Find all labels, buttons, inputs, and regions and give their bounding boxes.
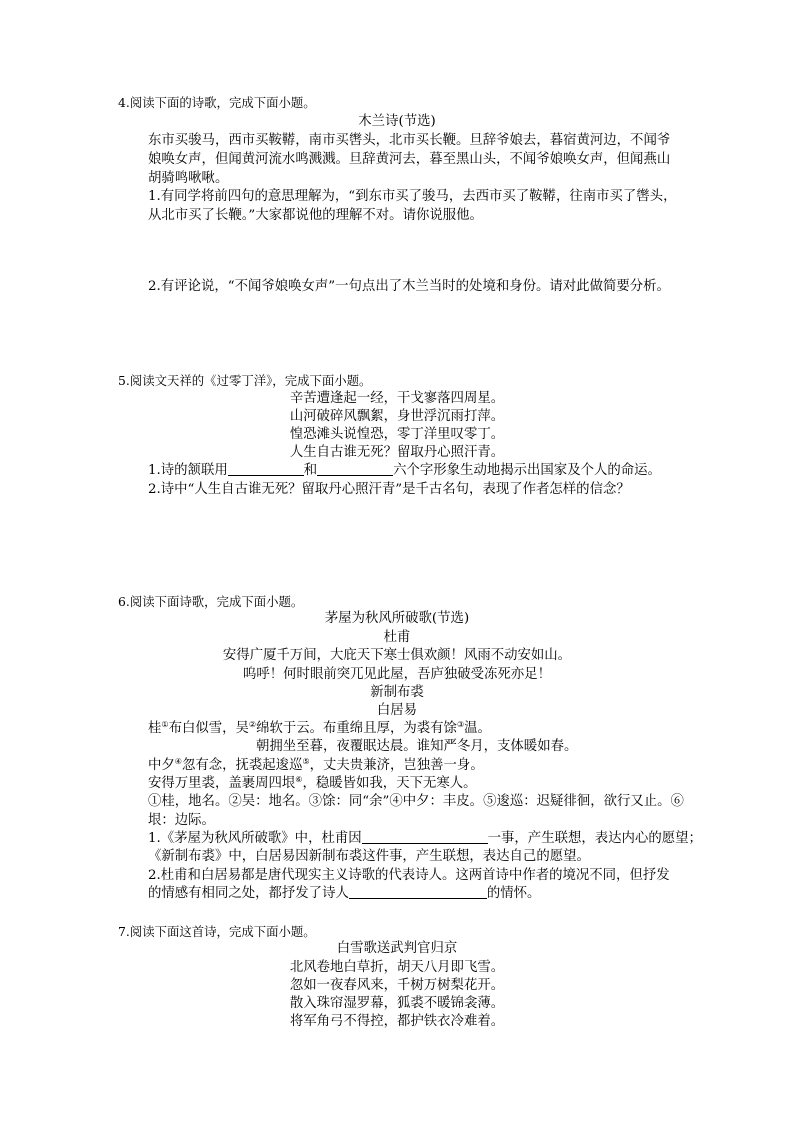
poem-author: 杜甫	[383, 630, 411, 645]
poem-text: 布白似雪，吴	[168, 721, 249, 736]
poem-line: 将军角弓不得控，都护铁衣冷难着。	[289, 1014, 505, 1029]
poem-line	[148, 719, 491, 738]
poem-line: 人生自古谁无死？留取丹心照汗青。	[289, 445, 505, 460]
sub-question-text: 1.诗的颔联用	[148, 463, 228, 478]
poem-text: 安得万里裘，盖裹周四垠	[148, 776, 296, 791]
footnote-marker: ⑥	[295, 775, 303, 784]
poem-text: 绵软于云。布重绵且厚，为裘有馀	[256, 721, 457, 736]
question-7-heading: 7.阅读下面这首诗，完成下面小题。	[118, 924, 316, 939]
poem-line: 散入珠帘湿罗幕，狐裘不暖锦衾薄。	[289, 996, 505, 1011]
poem-line: 辛苦遭逢起一经，干戈寥落四周星。	[289, 391, 505, 406]
poem-text: 中夕	[148, 758, 175, 773]
poem-title: 白雪歌送武判官归京	[336, 941, 458, 956]
question-5-heading: 5.阅读文天祥的《过零丁洋》，完成下面小题。	[118, 373, 372, 388]
poem-line: 东市买骏马，西市买鞍鞯，南市买辔头，北市买长鞭。旦辞爷娘去，暮宿黄河边，不闻爷	[148, 133, 671, 148]
poem-line: 北风卷地白草折，胡天八月即飞雪。	[289, 960, 505, 975]
sub-question-2-cont	[148, 884, 540, 903]
poem-author: 白居易	[376, 703, 418, 718]
footnotes: ①桂，地名。②吴：地名。③馀：同“余”④中夕：丰皮。⑤逡巡：迟疑徘徊，欲行又止。⑥	[148, 794, 684, 809]
sub-question-text: 和	[303, 463, 318, 478]
footnote-marker: ①	[161, 720, 169, 729]
sub-question-text: 六个字形象生动地揭示出国家及个人的命运。	[393, 463, 661, 478]
question-4-heading: 4.阅读下面的诗歌，完成下面小题。	[118, 95, 316, 110]
answer-blank[interactable]	[228, 461, 304, 476]
sub-question-2: 2.杜甫和白居易都是唐代现实主义诗歌的代表诗人。这两首诗中作者的境况不同，但抒发	[148, 868, 670, 883]
sub-question-text: 1.《茅屋为秋风所破歌》中，杜甫因	[148, 831, 362, 846]
poem-line: 朝拥坐至暮，夜覆眠达晨。谁知严冬月，支体暖如春。	[256, 739, 578, 754]
poem-line: 胡骑鸣啾啾。	[148, 171, 229, 186]
poem-line: 山河破碎风飘絮，身世浮沉雨打萍。	[289, 409, 505, 424]
footnote-marker: ⑤	[302, 757, 310, 766]
sub-question-2: 2.有评论说，“不闻爷娘唤女声”一句点出了木兰当时的处境和身份。请对此做简要分析。	[148, 279, 670, 294]
answer-blank[interactable]	[349, 884, 487, 899]
poem-title: 木兰诗(节选)	[358, 114, 436, 129]
poem-title: 新制布裘	[370, 685, 424, 700]
poem-line	[148, 774, 477, 793]
sub-question-1	[148, 829, 702, 848]
poem-text: ，丈夫贵兼济，岂独善一身。	[309, 758, 484, 773]
footnotes-cont: 垠：边际。	[148, 813, 215, 828]
sub-question-1: 1.有同学将前四句的意思理解为，“到东市买了骏马，去西市买了鞍鞯，往南市买了辔头，	[148, 189, 677, 204]
sub-question-1	[148, 461, 661, 480]
poem-text: 忽有念，抚裘起逡巡	[181, 758, 303, 773]
sub-question-1-cont: 从北市买了长鞭。”大家都说他的理解不对。请你说服他。	[148, 208, 483, 223]
footnote-marker: ②	[248, 720, 257, 729]
poem-line: 娘唤女声，但闻黄河流水鸣溅溅。旦辞黄河去，暮至黑山头，不闻爷娘唤女声，但闻燕山	[148, 152, 671, 167]
answer-blank[interactable]	[317, 461, 393, 476]
poem-line: 惶恐滩头说惶恐，零丁洋里叹零丁。	[289, 427, 505, 442]
sub-question-text: 的情感有相同之处，都抒发了诗人	[148, 886, 349, 901]
poem-line: 安得广厦千万间，大庇天下寒士俱欢颜！风雨不动安如山。	[222, 648, 572, 663]
poem-line: 呜呼！何时眼前突兀见此屋，吾庐独破受冻死亦足！	[243, 667, 551, 682]
poem-line: 忽如一夜春风来，千树万树梨花开。	[289, 978, 505, 993]
poem-text: ，稳暖皆如我，天下无寒人。	[302, 776, 477, 791]
sub-question-text: 的情怀。	[486, 886, 541, 901]
sub-question-text: 一事，产生联想，表达内心的愿望；	[487, 831, 702, 846]
sub-question-1-cont: 《新制布裘》中，白居易因新制布裘这件事，产生联想，表达自己的愿望。	[148, 849, 590, 864]
poem-line	[148, 756, 484, 775]
footnote-marker: ④	[174, 757, 182, 766]
poem-text: 桂	[148, 721, 162, 736]
answer-blank[interactable]	[362, 829, 488, 844]
poem-text: 温。	[464, 721, 491, 736]
footnote-marker: ③	[456, 720, 465, 729]
question-6-heading: 6.阅读下面诗歌，完成下面小题。	[118, 594, 304, 609]
sub-question-2: 2.诗中“人生自古谁无死？留取丹心照汗青”是千古名句，表现了作者怎样的信念？	[148, 482, 630, 497]
poem-title: 茅屋为秋风所破歌(节选)	[324, 611, 470, 626]
